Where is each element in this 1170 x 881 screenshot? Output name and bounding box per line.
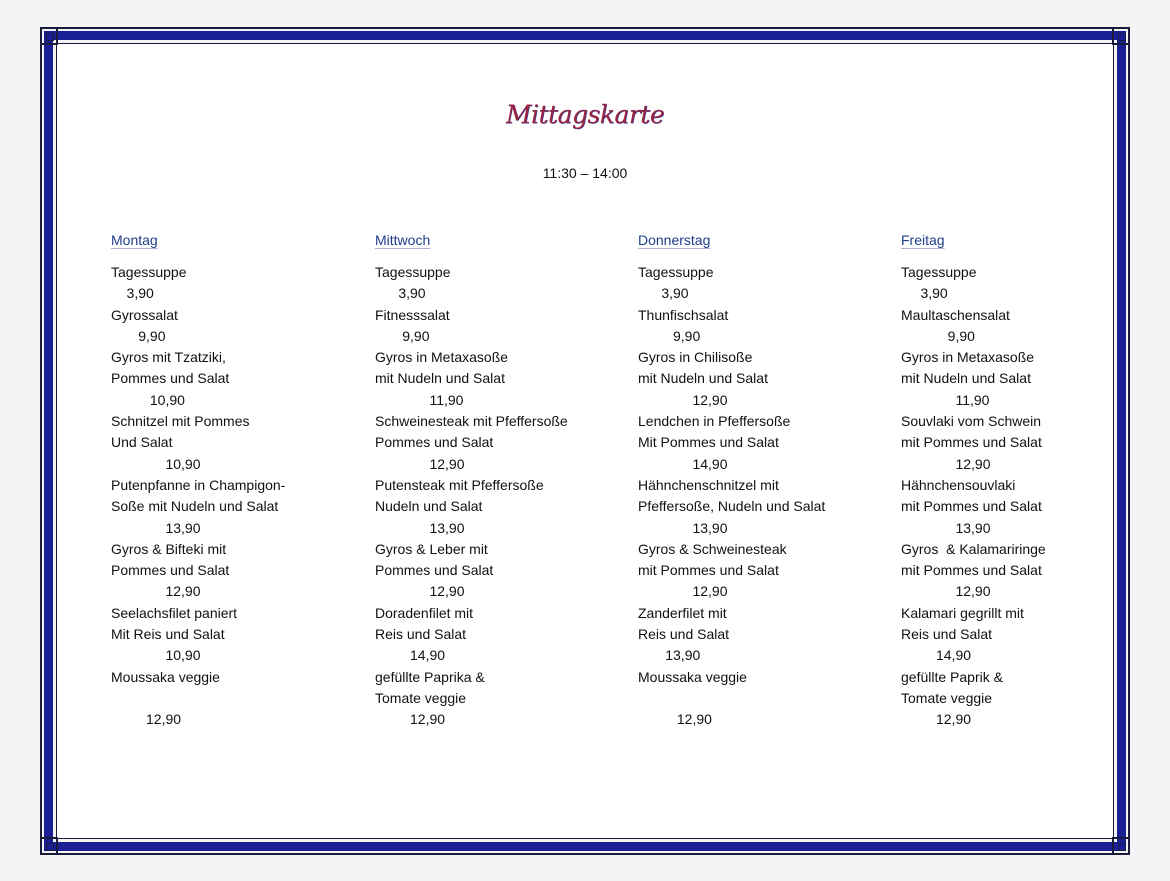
menu-line: Gyros in Metaxasoße [375,349,509,366]
menu-line: Seelachsfilet paniert [111,604,238,621]
day-column-mittwoch [375,230,615,731]
menu-line: 12,90 [638,391,728,408]
menu-line: Gyros & Kalamariringe [901,540,1046,557]
menu-line: gefüllte Paprika & [375,668,485,685]
menu-line: Gyros in Metaxasoße [901,349,1035,366]
menu-line: Hähnchensouvlaki [901,476,1016,493]
menu-line: Gyros & Bifteki mit [111,540,227,557]
menu-line: 11,90 [375,391,464,408]
menu-line: Maultaschensalat [901,306,1010,323]
menu-line: Reis und Salat [901,626,993,643]
day-heading: Montag [111,232,158,248]
menu-line: gefüllte Paprik & [901,668,1003,685]
menu-line: Moussaka veggie [111,668,220,685]
corner-ornament-bottom-left [40,837,58,855]
menu-line: Putenpfanne in Champigon- [111,476,286,493]
menu-line: 12,90 [901,711,972,728]
menu-line: 10,90 [111,647,201,664]
menu-line: 12,90 [638,711,712,728]
menu-line: mit Pommes und Salat [901,434,1042,451]
menu-line: Moussaka veggie [638,668,747,685]
menu-line: Tagessuppe [375,264,451,280]
menu-line: mit Nudeln und Salat [375,370,505,387]
menu-line: Schnitzel mit Pommes [111,413,250,430]
menu-line: Zanderfilet mit [638,604,727,621]
menu-line: 12,90 [111,583,201,600]
menu-line: 12,90 [375,455,465,472]
day-column-donnerstag [638,230,878,731]
menu-line: 9,90 [111,327,166,344]
menu-line: 10,90 [111,455,201,472]
menu-line: Pommes und Salat [375,562,494,579]
menu-line: 13,90 [375,519,465,536]
menu-line: mit Nudeln und Salat [638,370,768,387]
menu-line: Thunfischsalat [638,306,729,323]
menu-line: Putensteak mit Pfeffersoße [375,476,544,493]
menu-line: 10,90 [111,391,185,408]
menu-line: Tomate veggie [901,689,993,706]
menu-line: Reis und Salat [375,626,467,643]
menu-line: 13,90 [111,519,201,536]
menu-line: 12,90 [375,711,446,728]
menu-line: Tagessuppe [901,264,977,280]
menu-line: 3,90 [375,285,426,302]
menu-line: mit Nudeln und Salat [901,370,1031,387]
menu-line: Gyros & Schweinesteak [638,540,787,557]
menu-line: 3,90 [901,285,948,302]
day-heading: Freitag [901,232,945,248]
menu-line: 9,90 [638,327,701,344]
menu-line: Gyros in Chilisoße [638,349,753,366]
menu-line: Lendchen in Pfeffersoße [638,413,791,430]
menu-title: Mittagskarte [505,100,665,129]
menu-line: Hähnchenschnitzel mit [638,476,779,493]
menu-line: Gyrossalat [111,306,178,323]
corner-ornament-top-left [40,27,58,45]
menu-line [638,688,878,709]
menu-line: Und Salat [111,434,173,451]
menu-line: Tomate veggie [375,689,467,706]
menu-line: mit Pommes und Salat [901,562,1042,579]
menu-line: Fitnesssalat [375,306,450,323]
menu-line: 11,90 [901,391,990,408]
menu-line: Mit Reis und Salat [111,626,225,643]
menu-line: 14,90 [638,455,728,472]
menu-line: Reis und Salat [638,626,730,643]
menu-lines [901,262,1141,731]
corner-ornament-top-right [1112,27,1130,45]
menu-line: Pommes und Salat [375,434,494,451]
day-heading: Donnerstag [638,232,711,248]
menu-line: Pommes und Salat [111,370,230,387]
menu-line: Nudeln und Salat [375,498,483,515]
opening-hours: 11:30 – 14:00 [542,165,628,181]
menu-line: Schweinesteak mit Pfeffersoße [375,413,568,430]
corner-ornament-bottom-right [1112,837,1130,855]
menu-line: Tagessuppe [111,264,187,280]
menu-line: Gyros & Leber mit [375,540,488,557]
menu-lines [111,262,351,731]
menu-line: 3,90 [638,285,689,302]
menu-line: 13,90 [638,647,701,664]
menu-line: 12,90 [901,455,991,472]
menu-line: Souvlaki vom Schwein [901,413,1042,430]
day-column-montag [111,230,351,731]
menu-line: mit Pommes und Salat [638,562,779,579]
menu-line: 14,90 [901,647,972,664]
menu-line: 3,90 [111,285,154,302]
menu-line: 9,90 [901,327,975,344]
menu-line: 14,90 [375,647,446,664]
menu-line: mit Pommes und Salat [901,498,1042,515]
menu-line: Pommes und Salat [111,562,230,579]
menu-line: 12,90 [638,583,728,600]
menu-line: 12,90 [901,583,991,600]
menu-line: Soße mit Nudeln und Salat [111,498,279,515]
menu-line: 13,90 [638,519,728,536]
menu-line: 13,90 [901,519,991,536]
menu-line: 12,90 [375,583,465,600]
day-column-freitag [901,230,1141,731]
menu-line: Pfeffersoße, Nudeln und Salat [638,498,826,515]
menu-line: 12,90 [111,711,182,728]
menu-line: Gyros mit Tzatziki, [111,349,226,366]
menu-line: Mit Pommes und Salat [638,434,779,451]
menu-line: 9,90 [375,327,430,344]
menu-lines [375,262,615,731]
menu-line: Kalamari gegrillt mit [901,604,1024,621]
menu-line: Doradenfilet mit [375,604,474,621]
day-heading: Mittwoch [375,232,431,248]
menu-line [111,688,351,709]
menu-line: Tagessuppe [638,264,714,280]
menu-lines [638,262,878,731]
